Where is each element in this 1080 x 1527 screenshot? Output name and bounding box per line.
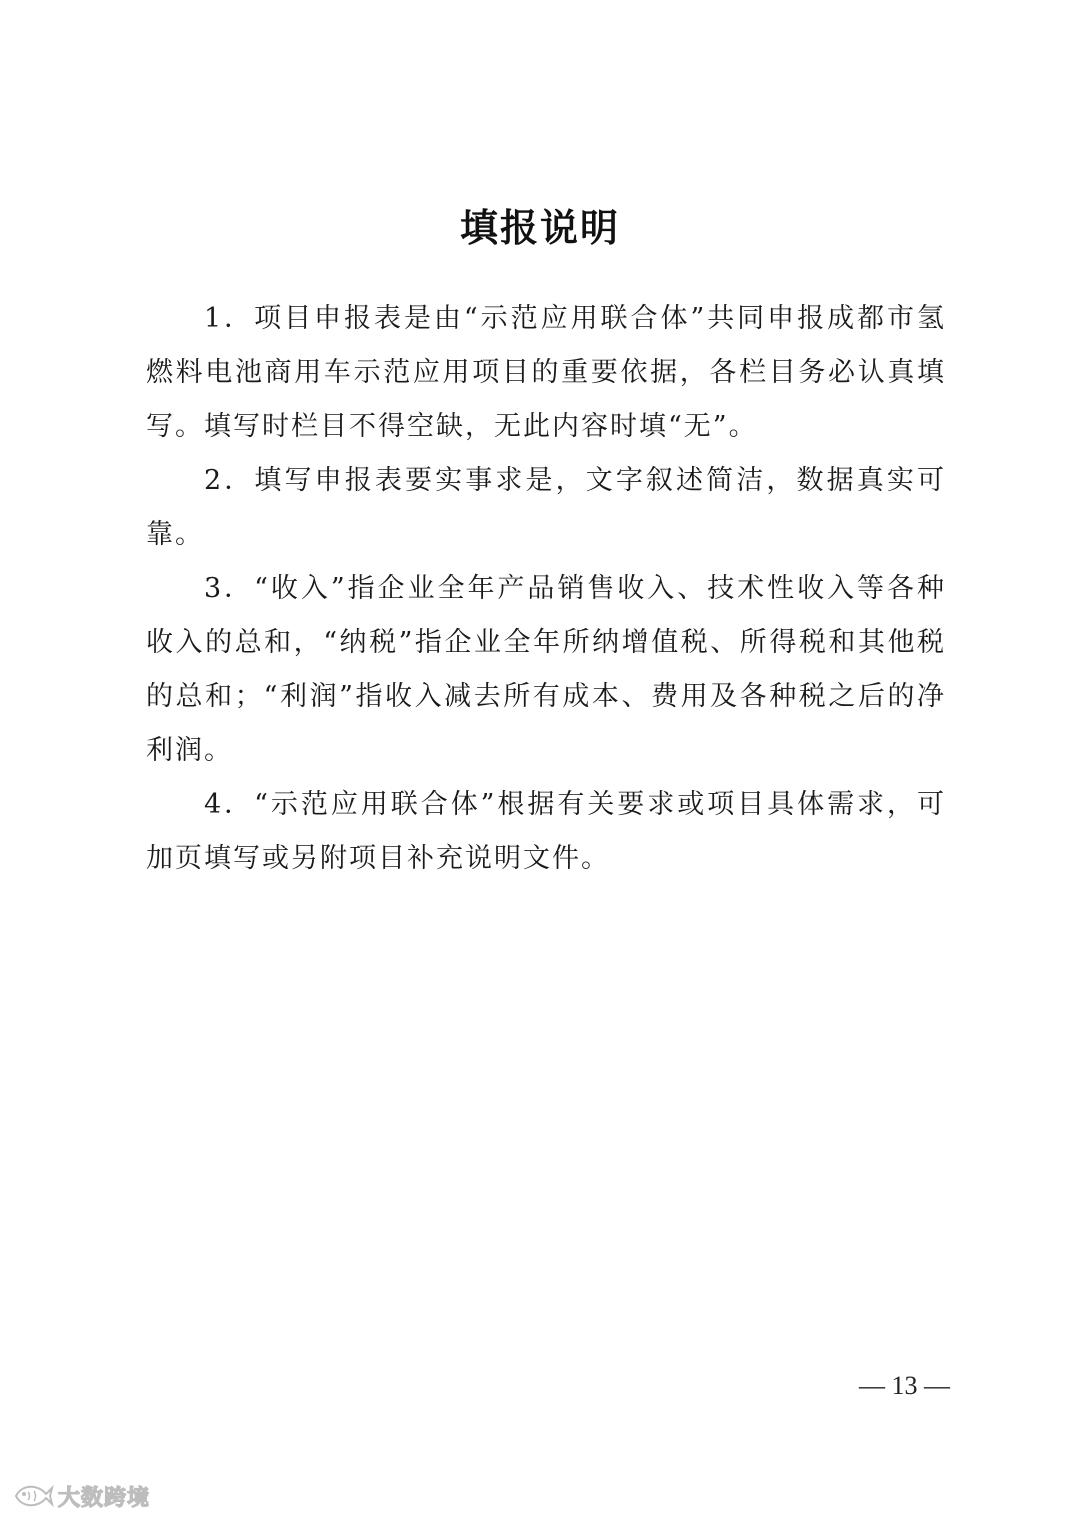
instruction-paragraph-3: 3．“收入”指企业全年产品销售收入、技术性收入等各种收入的总和，“纳税”指企业全年所纳增值税、所得税和其他税的总和；“利润”指收入减去所有成本、费用及各种税之后的净利润。 (146, 573, 946, 766)
watermark (12, 1476, 150, 1516)
page-title: 填报说明 (459, 206, 620, 250)
instruction-paragraph-1: 1．项目申报表是由“示范应用联合体”共同申报成都市氢燃料电池商用车示范应用项目的重要依据，各栏目务必认真填写。填写时栏目不得空缺，无此内容时填“无”。 (146, 303, 946, 442)
fish-logo-icon (12, 1480, 54, 1512)
instructions-body (146, 292, 946, 886)
instruction-paragraph-4: 4．“示范应用联合体”根据有关要求或项目具体需求，可加页填写或另附项目补充说明文件。 (146, 789, 946, 874)
instruction-paragraph-2: 2．填写申报表要实事求是，文字叙述简洁，数据真实可靠。 (146, 465, 946, 550)
page-number: — 13 — (859, 1371, 950, 1400)
watermark-text: 大数跨境 (58, 1485, 151, 1511)
